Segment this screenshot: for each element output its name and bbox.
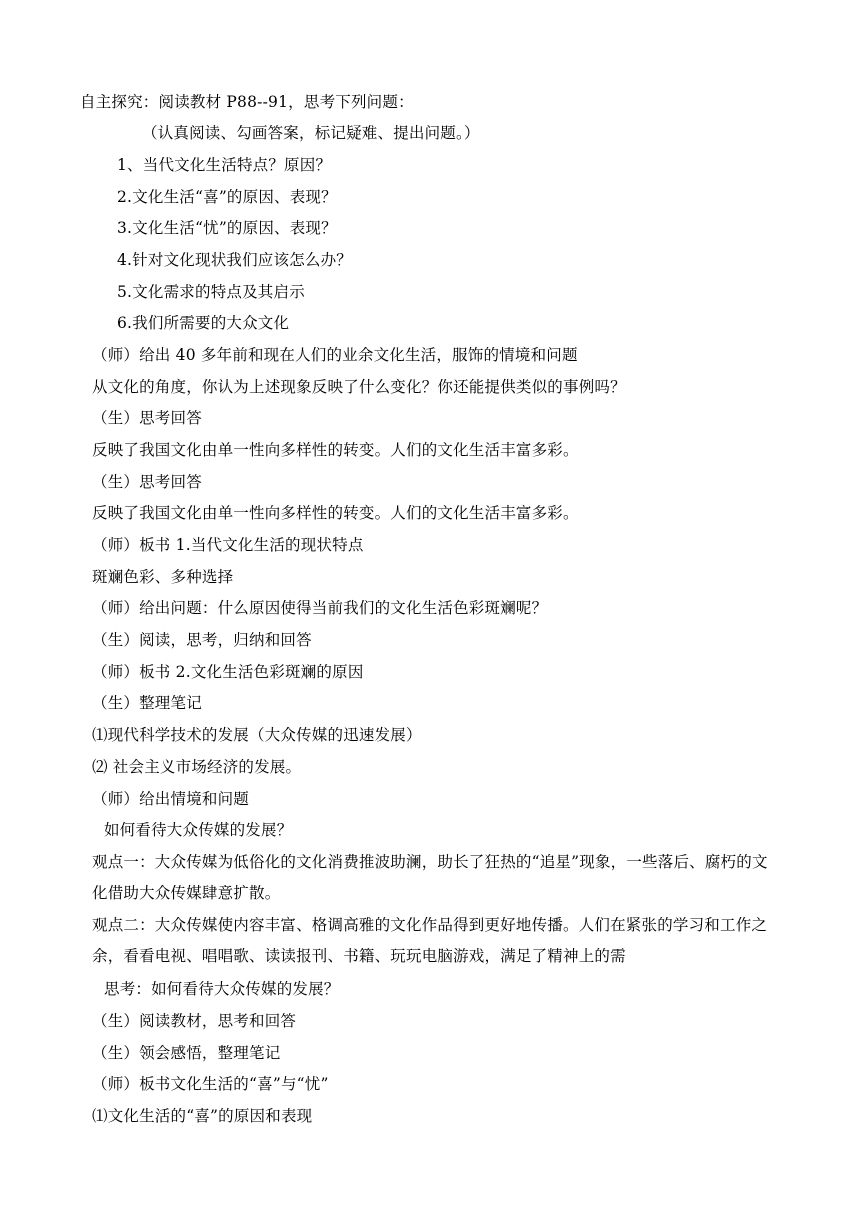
list-item: ⑵ 社会主义市场经济的发展。: [92, 758, 302, 776]
question-4: 4.针对文化现状我们应该怎么办？: [117, 251, 352, 269]
question-line: 如何看待大众传媒的发展？: [104, 821, 293, 839]
question-2: 2.文化生活“喜”的原因、表现？: [117, 188, 337, 206]
paragraph: 反映了我国文化由单一性向多样性的转变。人们的文化生活丰富多彩。: [92, 441, 579, 459]
question-1: 1、当代文化生活特点？原因？: [117, 156, 332, 174]
student-line: （生）思考回答: [92, 409, 202, 427]
question-6: 6.我们所需要的大众文化: [117, 314, 290, 332]
paragraph: 反映了我国文化由单一性向多样性的转变。人们的文化生活丰富多彩。: [92, 504, 579, 522]
student-line: （生）整理笔记: [92, 694, 202, 712]
student-line: （生）阅读，思考，归纳和回答: [92, 631, 312, 649]
list-item: ⑴文化生活的“喜”的原因和表现: [92, 1107, 313, 1125]
teacher-line: （师）给出问题：什么原因使得当前我们的文化生活色彩斑斓呢？: [92, 599, 548, 617]
viewpoint-2: 观点二：大众传媒使内容丰富、格调高雅的文化作品得到更好地传播。人们在紧张的学习和工作之余，看看电视、唱唱歌、读读报刊、书籍、玩玩电脑游戏，满足了精神上的需: [92, 916, 768, 965]
list-item: ⑴现代科学技术的发展（大众传媒的迅速发展）: [92, 726, 422, 744]
reading-instruction: （认真阅读、勾画答案，标记疑难、提出问题。）: [142, 124, 480, 142]
paragraph: 斑斓色彩、多种选择: [92, 568, 234, 586]
teacher-line: （师）给出 40 多年前和现在人们的业余文化生活，服饰的情境和问题: [92, 346, 578, 364]
question-line: 思考：如何看待大众传媒的发展？: [104, 980, 340, 998]
teacher-line: （师）板书文化生活的“喜”与“忧”: [92, 1075, 329, 1093]
student-line: （生）领会感悟，整理笔记: [92, 1044, 281, 1062]
teacher-line: （师）板书 1.当代文化生活的现状特点: [92, 536, 364, 554]
teacher-line: （师）板书 2.文化生活色彩斑斓的原因: [92, 663, 364, 681]
question-3: 3.文化生活“忧”的原因、表现？: [117, 219, 337, 237]
task-intro: 自主探究：阅读教材 P88--91，思考下列问题：: [80, 93, 414, 111]
paragraph: 从文化的角度，你认为上述现象反映了什么变化？你还能提供类似的事例吗？: [92, 378, 626, 396]
student-line: （生）阅读教材，思考和回答: [92, 1012, 297, 1030]
question-5: 5.文化需求的特点及其启示: [117, 283, 305, 301]
student-line: （生）思考回答: [92, 473, 202, 491]
teacher-line: （师）给出情境和问题: [92, 790, 250, 808]
viewpoint-1: 观点一：大众传媒为低俗化的文化消费推波助澜，助长了狂热的“追星”现象，一些落后、腐朽的文化借助大众传媒肆意扩散。: [92, 853, 768, 902]
